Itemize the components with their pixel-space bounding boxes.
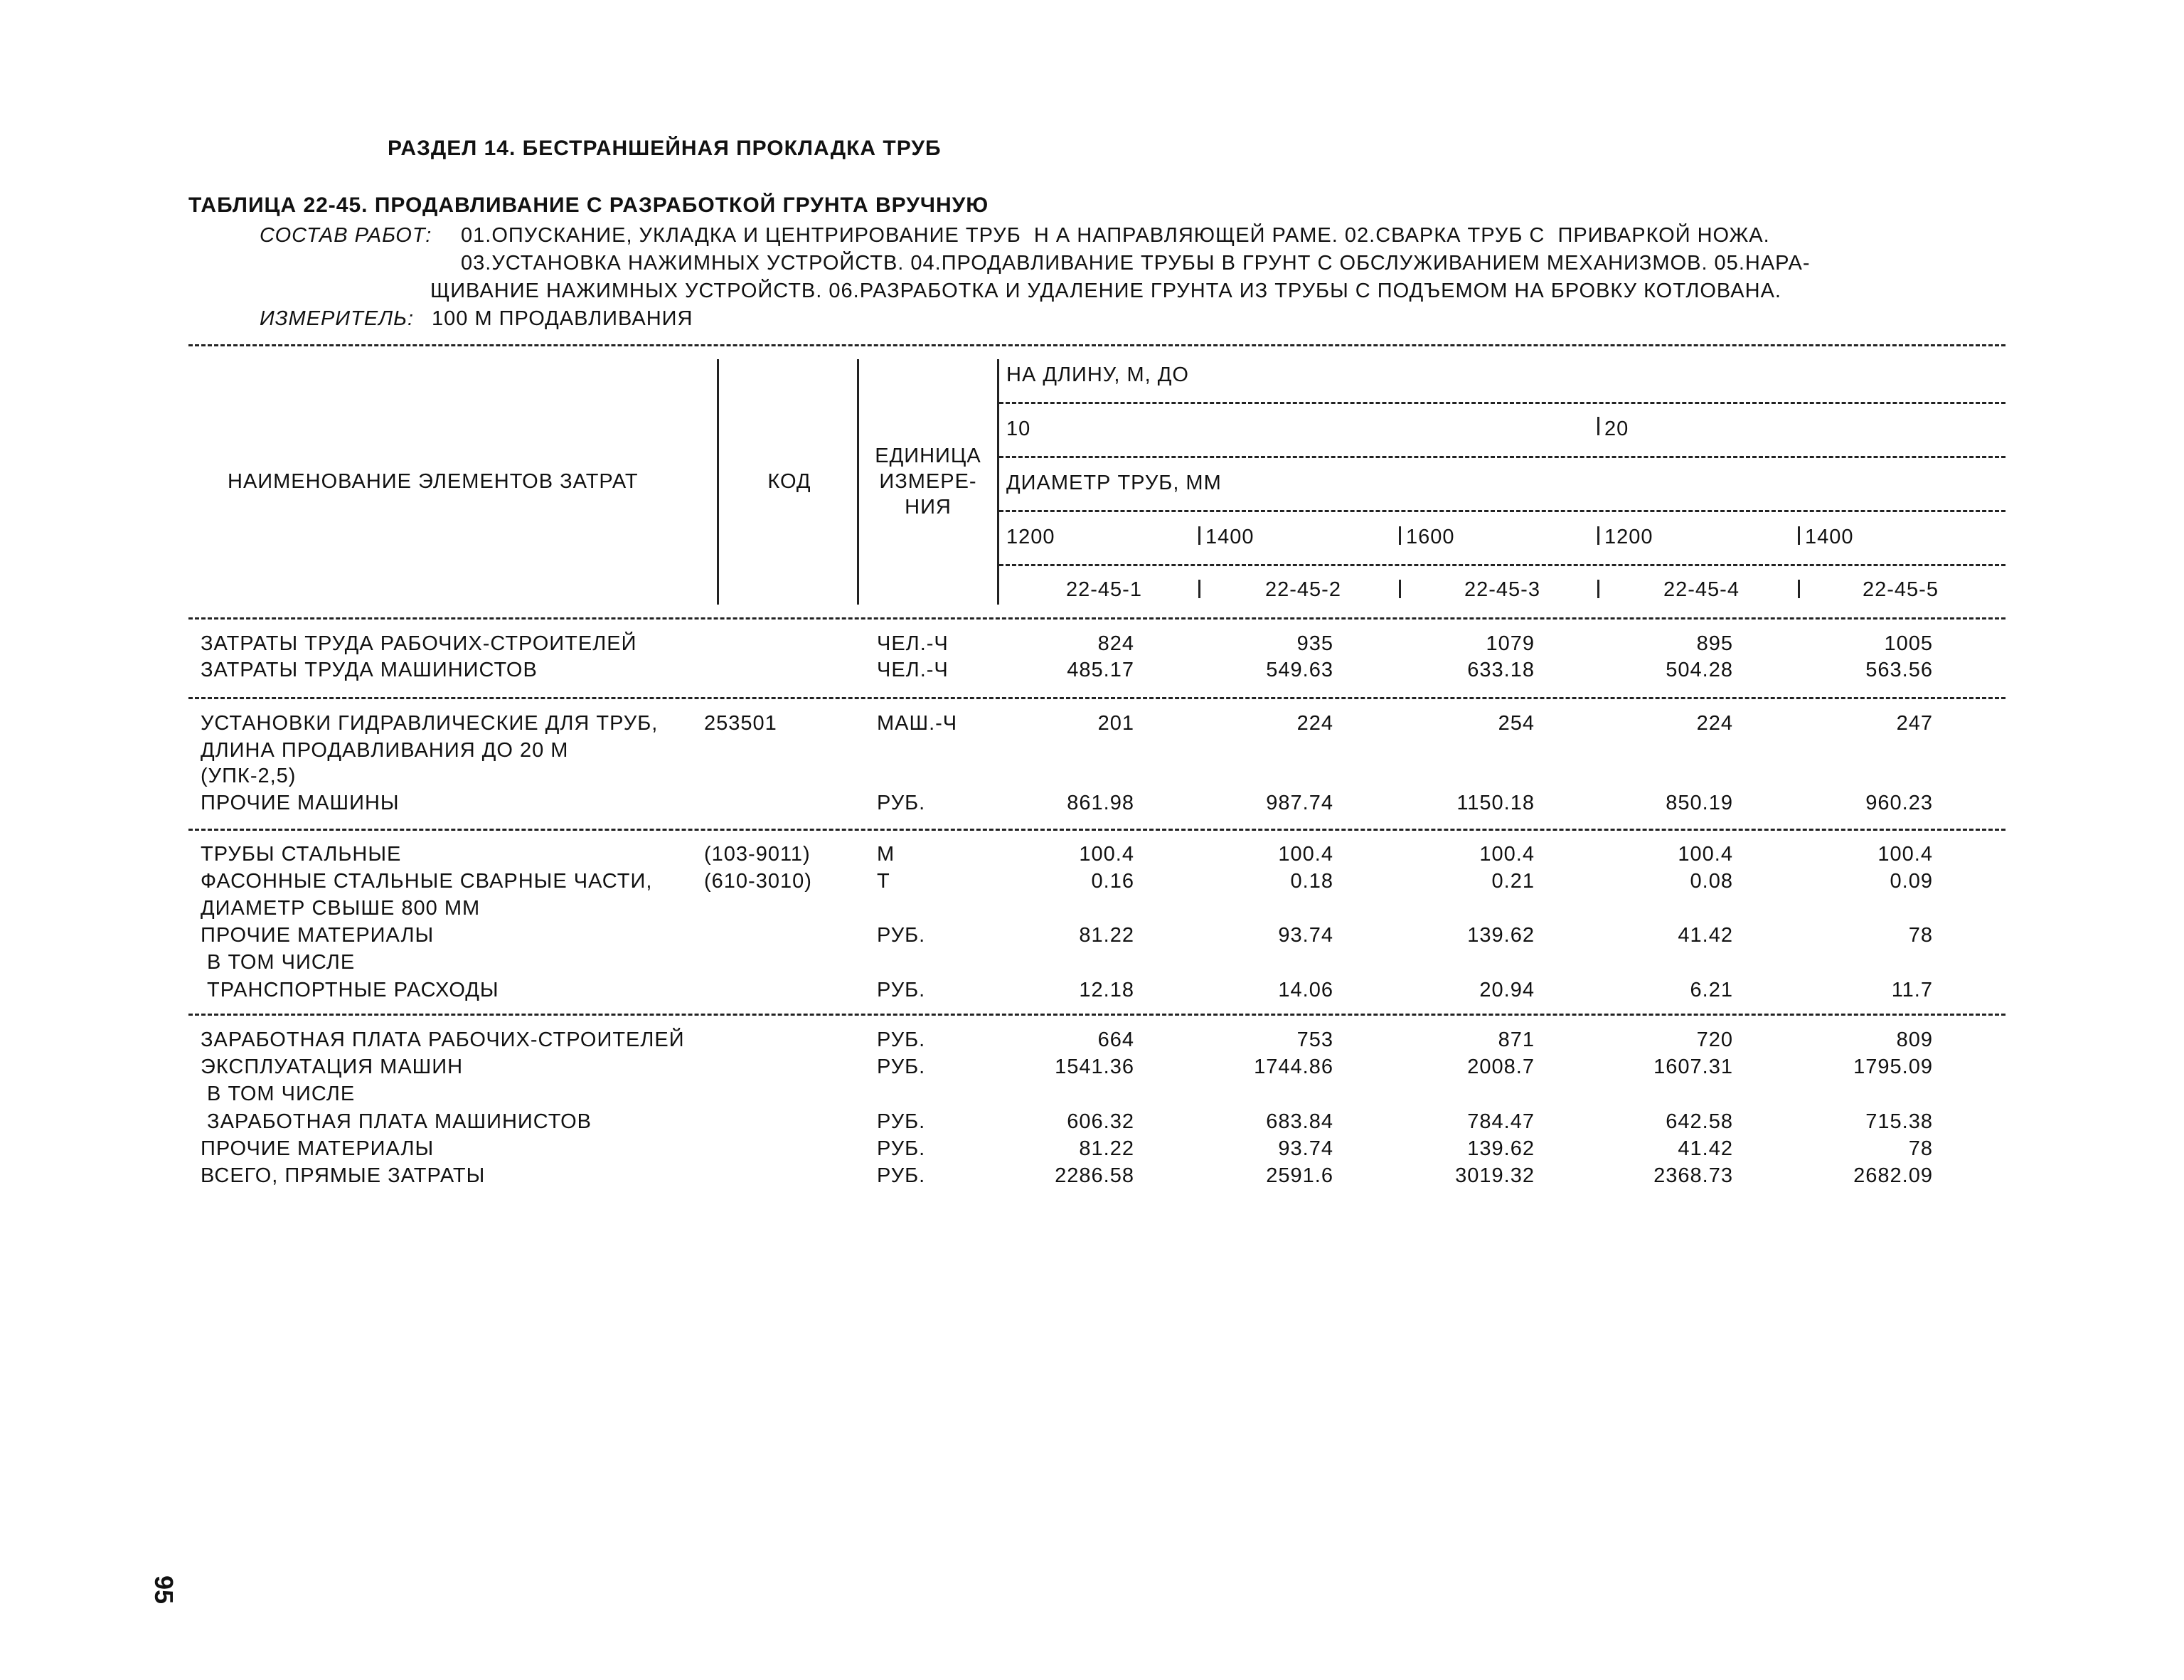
row-value: 93.74 [1278, 924, 1333, 947]
row-name: ПРОЧИЕ МАШИНЫ [201, 792, 400, 814]
row-name: ЗАРАБОТНАЯ ПЛАТА МАШИНИСТОВ [201, 1110, 592, 1133]
row-value: 935 [1296, 632, 1333, 655]
header-rule [999, 564, 2005, 566]
header-column-code: 22-45-3 [1464, 578, 1540, 601]
row-value: 6.21 [1690, 979, 1733, 1001]
header-unit: НИЯ [905, 496, 952, 519]
header-length-value: 10 [1006, 418, 1031, 440]
row-name: В ТОМ ЧИСЛЕ [201, 1083, 356, 1105]
row-value: 81.22 [1079, 1137, 1134, 1160]
row-value: 2591.6 [1266, 1164, 1333, 1187]
row-unit: МАШ.-Ч [877, 712, 958, 735]
section-title: РАЗДЕЛ 14. БЕСТРАНШЕЙНАЯ ПРОКЛАДКА ТРУБ [388, 137, 942, 160]
composition-line: ЩИВАНИЕ НАЖИМНЫХ УСТРОЙСТВ. 06.РАЗРАБОТКА И УДАЛЕНИЕ ГРУНТА ИЗ ТРУБЫ С ПОДЪЕМОМ НА БРОВКУ КОТЛОВАНА. [430, 280, 1781, 302]
row-name: ПРОЧИЕ МАТЕРИАЛЫ [201, 924, 435, 947]
header-column-separator [1198, 580, 1200, 598]
row-value: 100.4 [1678, 843, 1733, 866]
header-column-separator [1597, 417, 1599, 435]
row-value: 78 [1908, 924, 1933, 947]
row-name: ФАСОННЫЕ СТАЛЬНЫЕ СВАРНЫЕ ЧАСТИ, [201, 870, 653, 893]
row-value: 809 [1896, 1028, 1933, 1051]
row-value: 0.16 [1091, 870, 1134, 893]
row-value: 1541.36 [1055, 1056, 1134, 1078]
page-number: 95 [149, 1575, 179, 1605]
header-column-separator [1798, 526, 1800, 545]
row-name: ТРАНСПОРТНЫЕ РАСХОДЫ [201, 979, 499, 1001]
row-value: 1005 [1884, 632, 1933, 655]
row-value: 1744.86 [1254, 1056, 1333, 1078]
row-unit: РУБ. [877, 1056, 926, 1078]
row-value: 1607.31 [1653, 1056, 1733, 1078]
row-value: 14.06 [1278, 979, 1333, 1001]
row-value: 784.47 [1467, 1110, 1535, 1133]
header-column-code: 22-45-1 [1066, 578, 1142, 601]
header-column-code: 22-45-4 [1663, 578, 1740, 601]
composition-line: 03.УСТАНОВКА НАЖИМНЫХ УСТРОЙСТВ. 04.ПРОДАВЛИВАНИЕ ТРУБЫ В ГРУНТ С ОБСЛУЖИВАНИЕМ МЕХАНИЗМОВ. 05.НАРА- [461, 252, 1811, 275]
row-value: 78 [1908, 1137, 1933, 1160]
row-value: 41.42 [1678, 1137, 1733, 1160]
row-value: 960.23 [1865, 792, 1933, 814]
row-value: 1079 [1486, 632, 1535, 655]
row-name: ВСЕГО, ПРЯМЫЕ ЗАТРАТЫ [201, 1164, 486, 1187]
row-value: 720 [1696, 1028, 1733, 1051]
row-value: 100.4 [1479, 843, 1535, 866]
group-rule [188, 697, 2005, 699]
header-rule [999, 510, 2005, 512]
header-column-separator [717, 359, 719, 605]
table-top-rule [188, 344, 2005, 346]
row-value: 254 [1498, 712, 1535, 735]
row-value: 100.4 [1877, 843, 1933, 866]
table-title: ТАБЛИЦА 22-45. ПРОДАВЛИВАНИЕ С РАЗРАБОТКОЙ ГРУНТА ВРУЧНУЮ [188, 193, 989, 217]
row-name: ЗАТРАТЫ ТРУДА РАБОЧИХ-СТРОИТЕЛЕЙ [201, 632, 637, 655]
header-column-code: 22-45-5 [1863, 578, 1939, 601]
header-rule [999, 402, 2005, 404]
row-value: 93.74 [1278, 1137, 1333, 1160]
header-diameter: 1600 [1406, 526, 1455, 548]
row-value: 0.09 [1890, 870, 1933, 893]
row-unit: РУБ. [877, 924, 926, 947]
row-name: ДЛИНА ПРОДАВЛИВАНИЯ ДО 20 М [201, 739, 569, 762]
row-unit: РУБ. [877, 1028, 926, 1051]
row-value: 987.74 [1266, 792, 1333, 814]
row-value: 664 [1097, 1028, 1134, 1051]
header-name: НАИМЕНОВАНИЕ ЭЛЕМЕНТОВ ЗАТРАТ [228, 470, 639, 493]
row-value: 850.19 [1666, 792, 1733, 814]
header-column-separator [1597, 526, 1599, 545]
header-column-separator [857, 359, 859, 605]
row-value: 871 [1498, 1028, 1535, 1051]
row-value: 563.56 [1865, 659, 1933, 681]
header-column-code: 22-45-2 [1265, 578, 1341, 601]
header-column-separator [1798, 580, 1800, 598]
meter-value: 100 М ПРОДАВЛИВАНИЯ [432, 307, 693, 330]
row-unit: РУБ. [877, 1137, 926, 1160]
row-value: 2368.73 [1653, 1164, 1733, 1187]
group-rule [188, 829, 2005, 831]
row-value: 895 [1696, 632, 1733, 655]
row-value: 633.18 [1467, 659, 1535, 681]
header-diameter: 1400 [1205, 526, 1255, 548]
row-value: 683.84 [1266, 1110, 1333, 1133]
header-length-label: НА ДЛИНУ, М, ДО [1006, 363, 1189, 386]
header-unit: ИЗМЕРЕ- [879, 470, 977, 493]
row-value: 12.18 [1079, 979, 1134, 1001]
header-column-separator [1399, 526, 1401, 545]
row-value: 642.58 [1666, 1110, 1733, 1133]
header-diameter: 1200 [1006, 526, 1055, 548]
header-diameter: 1400 [1805, 526, 1854, 548]
row-name: ПРОЧИЕ МАТЕРИАЛЫ [201, 1137, 435, 1160]
row-value: 139.62 [1467, 924, 1535, 947]
group-rule [188, 1014, 2005, 1016]
row-code: 253501 [704, 712, 777, 735]
row-unit: М [877, 843, 895, 866]
row-code: (610-3010) [704, 870, 812, 893]
row-value: 861.98 [1067, 792, 1134, 814]
row-name: ТРУБЫ СТАЛЬНЫЕ [201, 843, 402, 866]
header-rule [999, 456, 2005, 458]
row-value: 2682.09 [1853, 1164, 1933, 1187]
row-value: 0.18 [1290, 870, 1333, 893]
row-value: 549.63 [1266, 659, 1333, 681]
row-value: 201 [1097, 712, 1134, 735]
row-value: 485.17 [1067, 659, 1134, 681]
row-value: 41.42 [1678, 924, 1733, 947]
row-value: 139.62 [1467, 1137, 1535, 1160]
header-code: КОД [767, 470, 811, 493]
row-name: ЭКСПЛУАТАЦИЯ МАШИН [201, 1056, 464, 1078]
row-value: 247 [1896, 712, 1933, 735]
row-value: 224 [1296, 712, 1333, 735]
row-name: УСТАНОВКИ ГИДРАВЛИЧЕСКИЕ ДЛЯ ТРУБ, [201, 712, 659, 735]
row-unit: РУБ. [877, 1164, 926, 1187]
row-unit: РУБ. [877, 979, 926, 1001]
row-value: 11.7 [1891, 979, 1933, 1001]
composition-label: СОСТАВ РАБОТ: [260, 224, 432, 247]
row-value: 753 [1296, 1028, 1333, 1051]
header-column-separator [1198, 526, 1200, 545]
header-length-value: 20 [1604, 418, 1629, 440]
header-diameter: 1200 [1604, 526, 1653, 548]
header-bottom-rule [188, 617, 2005, 620]
header-column-separator [1597, 580, 1599, 598]
row-value: 824 [1097, 632, 1134, 655]
header-column-separator [1399, 580, 1401, 598]
row-code: (103-9011) [704, 843, 811, 866]
row-value: 224 [1696, 712, 1733, 735]
row-value: 504.28 [1666, 659, 1733, 681]
row-unit: ЧЕЛ.-Ч [877, 632, 949, 655]
row-value: 0.08 [1690, 870, 1733, 893]
row-unit: РУБ. [877, 792, 926, 814]
meter-label: ИЗМЕРИТЕЛЬ: [260, 307, 415, 330]
row-value: 1795.09 [1853, 1056, 1933, 1078]
row-value: 3019.32 [1455, 1164, 1535, 1187]
row-name: В ТОМ ЧИСЛЕ [201, 951, 356, 974]
row-unit: ЧЕЛ.-Ч [877, 659, 949, 681]
header-column-separator [997, 359, 999, 605]
row-value: 0.21 [1491, 870, 1535, 893]
row-value: 81.22 [1079, 924, 1134, 947]
row-unit: РУБ. [877, 1110, 926, 1133]
header-unit: ЕДИНИЦА [875, 445, 981, 467]
row-unit: Т [877, 870, 890, 893]
header-diameter-label: ДИАМЕТР ТРУБ, ММ [1006, 472, 1222, 494]
row-name: ДИАМЕТР СВЫШЕ 800 ММ [201, 897, 481, 920]
composition-line: 01.ОПУСКАНИЕ, УКЛАДКА И ЦЕНТРИРОВАНИЕ ТРУБ Н А НАПРАВЛЯЮЩЕЙ РАМЕ. 02.СВАРКА ТРУБ С ПРИВАРКОЙ НОЖА. [461, 224, 1770, 247]
row-value: 2008.7 [1467, 1056, 1535, 1078]
row-name: (УПК-2,5) [201, 765, 297, 787]
row-value: 20.94 [1479, 979, 1535, 1001]
row-value: 606.32 [1067, 1110, 1134, 1133]
row-value: 2286.58 [1055, 1164, 1134, 1187]
row-name: ЗАРАБОТНАЯ ПЛАТА РАБОЧИХ-СТРОИТЕЛЕЙ [201, 1028, 685, 1051]
row-value: 715.38 [1865, 1110, 1933, 1133]
row-value: 100.4 [1079, 843, 1134, 866]
row-name: ЗАТРАТЫ ТРУДА МАШИНИСТОВ [201, 659, 538, 681]
row-value: 1150.18 [1456, 792, 1535, 814]
row-value: 100.4 [1278, 843, 1333, 866]
